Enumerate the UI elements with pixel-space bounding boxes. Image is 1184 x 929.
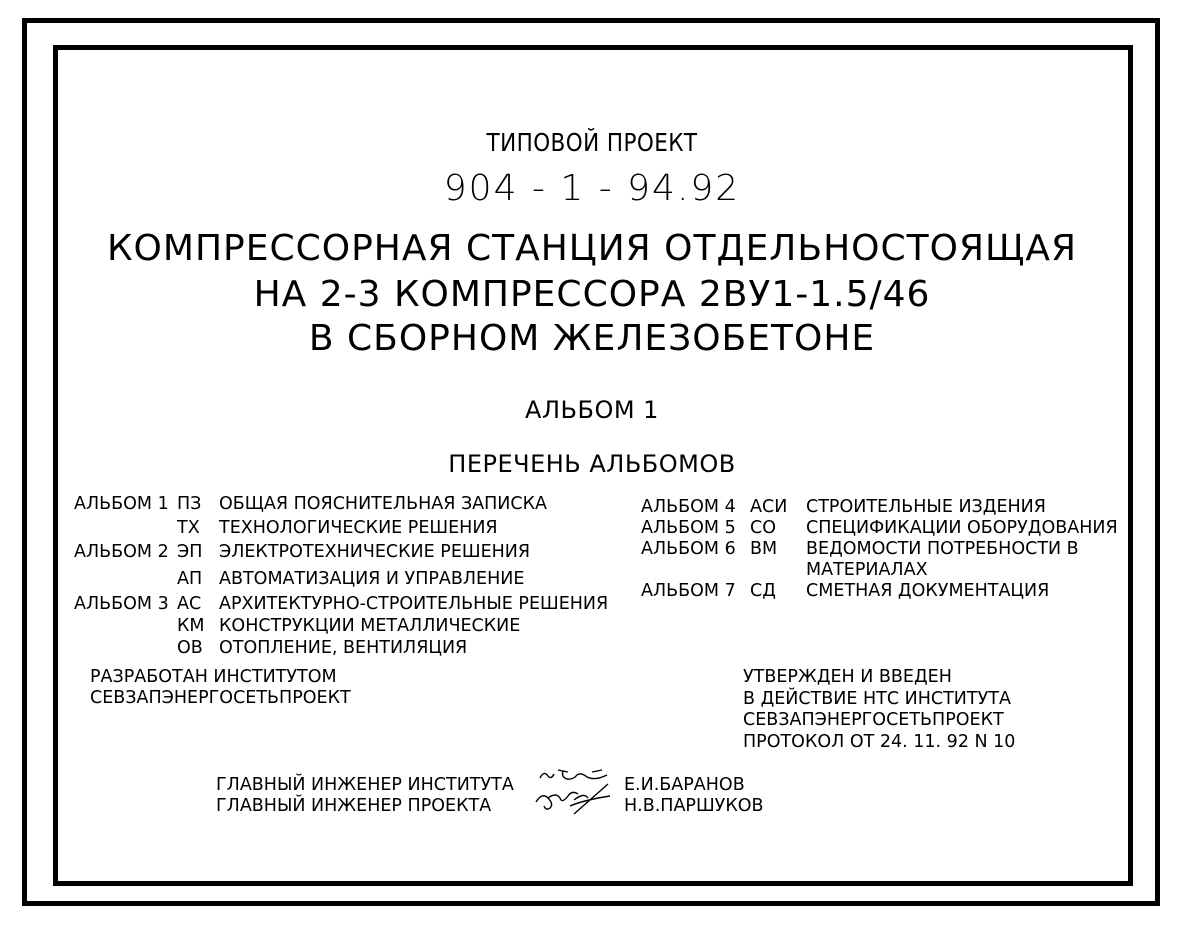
developed-by-line-1: РАЗРАБОТАН ИНСТИТУТОМ	[90, 667, 337, 687]
developed-by-line-2: СЕВЗАПЭНЕРГОСЕТЬПРОЕКТ	[90, 688, 351, 708]
list-item-name: АВТОМАТИЗАЦИЯ И УПРАВЛЕНИЕ	[219, 569, 525, 589]
project-number: 904 - 1 - 94.92	[443, 168, 741, 209]
approved-line-3: СЕВЗАПЭНЕРГОСЕТЬПРОЕКТ	[743, 710, 1004, 730]
list-item-name: СМЕТНАЯ ДОКУМЕНТАЦИЯ	[806, 581, 1050, 601]
list-title: ПЕРЕЧЕНЬ АЛЬБОМОВ	[448, 450, 736, 478]
approved-line-2: В ДЕЙСТВИЕ НТС ИНСТИТУТА	[743, 689, 1011, 709]
list-item-name: СПЕЦИФИКАЦИИ ОБОРУДОВАНИЯ	[806, 518, 1118, 538]
approved-line-1: УТВЕРЖДЕН И ВВЕДЕН	[743, 667, 952, 687]
list-item-code: АП	[177, 569, 203, 589]
list-item-name: АРХИТЕКТУРНО-СТРОИТЕЛЬНЫЕ РЕШЕНИЯ	[219, 594, 609, 614]
list-item-album: АЛЬБОМ 7	[641, 581, 736, 601]
list-item-name: ТЕХНОЛОГИЧЕСКИЕ РЕШЕНИЯ	[219, 518, 498, 538]
list-item-code: ЭП	[177, 542, 203, 562]
list-item-name: ОБЩАЯ ПОЯСНИТЕЛЬНАЯ ЗАПИСКА	[219, 494, 547, 514]
list-item-code: АС	[177, 594, 202, 614]
title-line-3: В СБОРНОМ ЖЕЛЕЗОБЕТОНЕ	[308, 318, 876, 359]
title-line-2: НА 2-3 КОМПРЕССОРА 2ВУ1-1.5/46	[253, 274, 931, 315]
list-item-name: ЭЛЕКТРОТЕХНИЧЕСКИЕ РЕШЕНИЯ	[219, 542, 531, 562]
project-type: ТИПОВОЙ ПРОЕКТ	[486, 128, 698, 157]
list-item-album: АЛЬБОМ 2	[74, 542, 169, 562]
list-item-code: ПЗ	[177, 494, 202, 514]
album-label: АЛЬБОМ 1	[525, 396, 659, 424]
list-item-code: ВМ	[750, 539, 778, 559]
list-item-name: МАТЕРИАЛАХ	[806, 560, 928, 580]
list-item-album: АЛЬБОМ 5	[641, 518, 736, 538]
list-item-name: КОНСТРУКЦИИ МЕТАЛЛИЧЕСКИЕ	[219, 616, 521, 636]
handwritten-signatures	[530, 762, 625, 822]
list-item-code: ОВ	[177, 638, 203, 658]
signatory-name-1: Е.И.БАРАНОВ	[624, 775, 745, 795]
list-item-code: КМ	[177, 616, 205, 636]
list-item-code: ТХ	[177, 518, 200, 538]
list-item-album: АЛЬБОМ 3	[74, 594, 169, 614]
signatory-role-2: ГЛАВНЫЙ ИНЖЕНЕР ПРОЕКТА	[216, 796, 492, 816]
title-line-1: КОМПРЕССОРНАЯ СТАНЦИЯ ОТДЕЛЬНОСТОЯЩАЯ	[107, 228, 1077, 269]
list-item-name: СТРОИТЕЛЬНЫЕ ИЗДЕНИЯ	[806, 497, 1046, 517]
list-item-code: СО	[750, 518, 776, 538]
list-item-album: АЛЬБОМ 1	[74, 494, 169, 514]
list-item-album: АЛЬБОМ 6	[641, 539, 736, 559]
signatory-name-2: Н.В.ПАРШУКОВ	[624, 796, 764, 816]
list-item-code: СД	[750, 581, 776, 601]
list-item-name: ВЕДОМОСТИ ПОТРЕБНОСТИ В	[806, 539, 1079, 559]
list-item-name: ОТОПЛЕНИЕ, ВЕНТИЛЯЦИЯ	[219, 638, 468, 658]
list-item-code: АСИ	[750, 497, 788, 517]
signatory-role-1: ГЛАВНЫЙ ИНЖЕНЕР ИНСТИТУТА	[216, 775, 514, 795]
approved-protocol: ПРОТОКОЛ ОТ 24. 11. 92 N 10	[743, 732, 1016, 752]
list-item-album: АЛЬБОМ 4	[641, 497, 736, 517]
